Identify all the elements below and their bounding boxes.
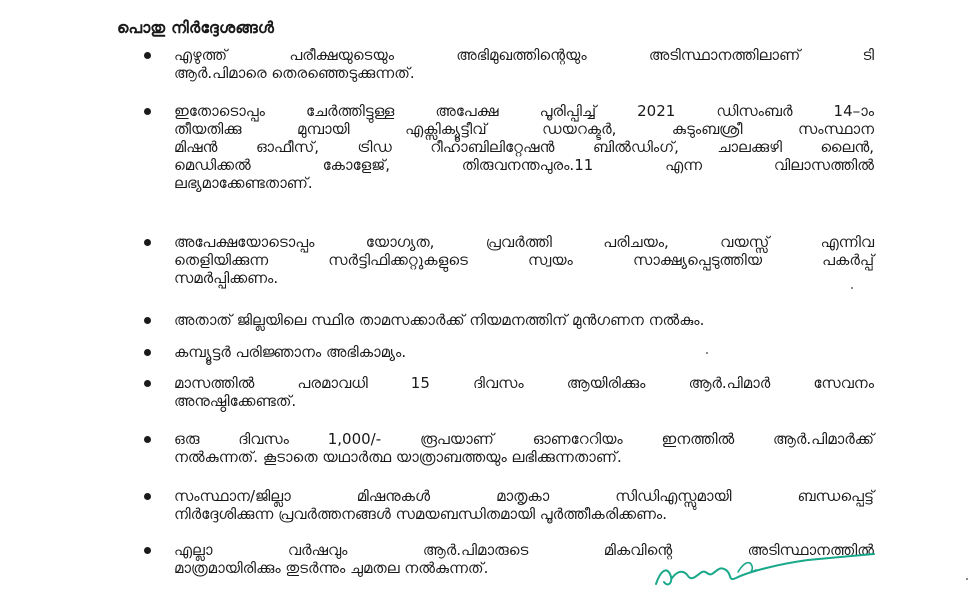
bullet-icon	[144, 380, 151, 387]
bullet-icon	[144, 52, 151, 59]
bullet-icon	[144, 436, 151, 443]
list-item-text	[174, 311, 874, 329]
text-line: ഇതോടൊപ്പം ചേർത്തിട്ടുള്ള അപേക്ഷ പൂരിപ്പിച്ച് 2021 ഡിസംബർ 14–ാം	[174, 102, 874, 120]
text-line: അപേക്ഷയോടൊപ്പം യോഗ്യത, പ്രവർത്തി പരിചയം, വയസ്സ് എന്നിവ	[174, 233, 874, 251]
text-line: തെളിയിക്കുന്ന സർട്ടിഫിക്കറ്റുകളുടെ സ്വയം സാക്ഷ്യപ്പെടുത്തിയ പകർപ്പ്	[174, 251, 874, 269]
bullet-icon	[144, 547, 151, 554]
text-line: അനുഷ്ഠിക്കേണ്ടത്.	[174, 392, 297, 410]
bullet-icon	[144, 349, 151, 356]
text-line: എഴുത്ത് പരീക്ഷയുടെയും അഭിമുഖത്തിന്റെയും അടിസ്ഥാനത്തിലാണ് ടി	[174, 46, 874, 64]
text-line: അതാത് ജില്ലയിലെ സ്ഥിര താമസക്കാർക്ക് നിയമനത്തിന് മുൻഗണന നൽകും.	[174, 311, 705, 329]
text-line: എല്ലാ വർഷവും ആർ.പിമാരുടെ മികവിന്റെ അടിസ്ഥാനത്തിൽ	[174, 541, 874, 559]
text-line: മിഷൻ ഓഫീസ്, ട്രിഡ റീഹാബിലിറ്റേഷൻ ബിൽഡിംഗ്, ചാലക്കുഴി ലൈൻ,	[174, 138, 874, 156]
text-line: നൽകുന്നത്. കൂടാതെ യഥാർത്ഥ യാത്രാബത്തയും ലഭിക്കുന്നതാണ്.	[174, 448, 622, 466]
text-line: സമർപ്പിക്കണം.	[174, 269, 279, 287]
handwritten-signature	[648, 552, 878, 592]
section-heading: പൊതു നിർദ്ദേശങ്ങൾ	[117, 18, 275, 37]
list-item-text	[174, 343, 874, 361]
text-line: ഒരു ദിവസം 1,000/- രൂപയാണ് ഓണറേറിയം ഇനത്തിൽ ആർ.പിമാർക്ക്	[174, 430, 874, 448]
text-line: മെഡിക്കൽ കോളേജ്, തിരുവനന്തപുരം.11 എന്ന വിലാസത്തിൽ	[174, 156, 874, 174]
text-line: സംസ്ഥാന/ജില്ലാ മിഷനുകൾ മാതൃകാ സിഡിഎസ്സുമായി ബന്ധപ്പെട്ട്	[174, 487, 874, 505]
bullet-icon	[144, 108, 151, 115]
text-line: നിർദ്ദേശിക്കുന്ന പ്രവർത്തനങ്ങൾ സമയബന്ധിതമായി പൂർത്തീകരിക്കണം.	[174, 505, 667, 523]
text-line: മാസത്തിൽ പരമാവധി 15 ദിവസം ആയിരിക്കും ആർ.പിമാർ സേവനം	[174, 374, 874, 392]
list-item-text	[174, 487, 874, 523]
text-line: തീയതിക്കു മുമ്പായി എക്സിക്യൂട്ടീവ് ഡയറക്ടർ, കുടുംബശ്രീ സംസ്ഥാന	[174, 120, 874, 138]
text-line: കമ്പ്യൂട്ടർ പരിജ്ഞാനം അഭികാമ്യം.	[174, 343, 407, 361]
list-item-text	[174, 102, 874, 192]
text-line: ലഭ്യമാക്കേണ്ടതാണ്.	[174, 174, 313, 192]
scan-speck	[851, 287, 853, 289]
scan-speck	[706, 352, 708, 354]
text-line: മാത്രമായിരിക്കും തുടർന്നും ചുമതല നൽകുന്നത്.	[174, 559, 489, 577]
bullet-icon	[144, 317, 151, 324]
list-item-text	[174, 46, 874, 82]
bullet-icon	[144, 493, 151, 500]
list-item-text	[174, 430, 874, 466]
scan-speck	[966, 578, 968, 580]
text-line: ആർ.പിമാരെ തെരഞ്ഞെടുക്കുന്നത്.	[174, 64, 415, 82]
list-item-text	[174, 374, 874, 410]
list-item-text	[174, 233, 874, 287]
bullet-icon	[144, 239, 151, 246]
